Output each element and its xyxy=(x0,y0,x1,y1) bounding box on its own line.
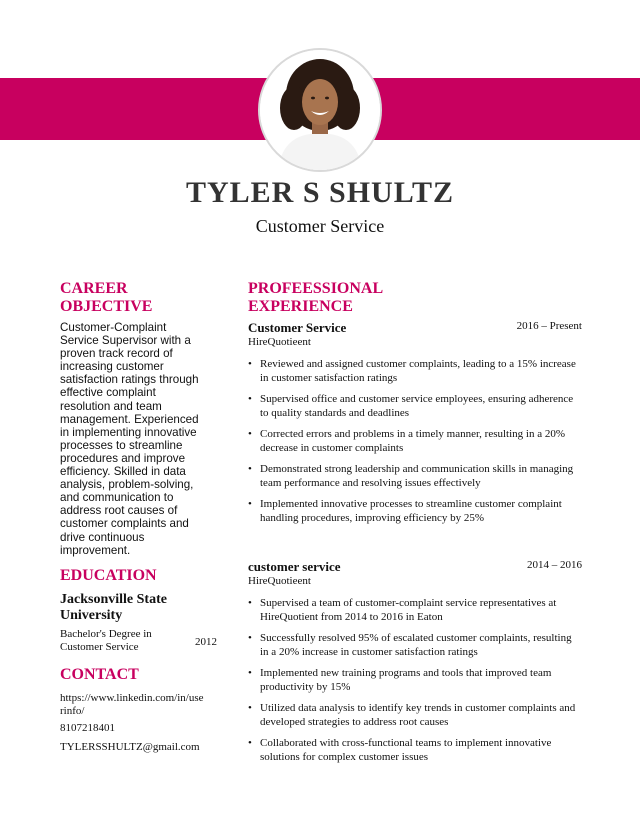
bullet-item: • Collaborated with cross-functional teams to implement innovative solutions for complex customer issues xyxy=(248,736,582,764)
education-year: 2012 xyxy=(195,635,217,648)
bullet-item: • Implemented innovative processes to streamline customer complaint handling procedures, improving efficiency by 25% xyxy=(248,497,582,525)
education-degree-row xyxy=(60,627,217,654)
job-title: Customer Service xyxy=(248,320,347,335)
bullet-item: • Utilized data analysis to identify key trends in customer complaints and developed strategies to address root causes xyxy=(248,701,582,729)
contact-phone: 8107218401 xyxy=(60,721,115,734)
right-column xyxy=(248,280,582,771)
contact-linkedin[interactable]: https://www.linkedin.com/in/userinfo/ xyxy=(60,691,204,717)
career-objective-text: Customer-Complaint Service Supervisor with a proven track record of increasing customer satisfaction ratings through effective complaint resolution and team management. Experienced in implementing innovative processes to streamline procedures and improve efficiency. Skilled in data analysis, problem-solving, and communication to address root causes of customer complaints and drive continuous improvement. xyxy=(60,321,199,557)
experience-heading xyxy=(248,280,582,316)
candidate-name: TYLER S SHULTZ xyxy=(185,176,454,209)
career-objective-heading xyxy=(60,280,205,316)
bullet-item: • Supervised a team of customer-complaint service representatives at HireQuotient from 2014 to 2016 in Eaton xyxy=(248,596,582,624)
job-company: HireQuotieent xyxy=(248,336,311,348)
bullet-item: • Corrected errors and problems in a timely manner, resulting in a 20% decrease in customer complaints xyxy=(248,427,582,455)
bullet-item: • Successfully resolved 95% of escalated customer complaints, resulting in a 20% increase in customer satisfaction ratings xyxy=(248,631,582,659)
education-heading: EDUCATION xyxy=(60,566,157,584)
job-dates: 2016 – Present xyxy=(516,320,582,332)
heading-line: PROFEESSIONAL xyxy=(248,280,384,297)
bullet-item: • Demonstrated strong leadership and communication skills in managing team performance and resolving issues effectively xyxy=(248,462,582,490)
job-company: HireQuotieent xyxy=(248,575,311,587)
profile-photo xyxy=(258,48,382,172)
bullet-item: • Reviewed and assigned customer complaints, leading to a 15% increase in customer satisfaction ratings xyxy=(248,357,582,385)
heading-line: OBJECTIVE xyxy=(60,298,153,315)
contact-list xyxy=(60,692,205,754)
contact-email[interactable]: TYLERSSHULTZ@gmail.com xyxy=(60,740,200,753)
job-bullets xyxy=(248,357,582,525)
job-title: customer service xyxy=(248,559,341,574)
bullet-item: • Supervised office and customer service employees, ensuring adherence to quality standards and deadlines xyxy=(248,392,582,420)
heading-line: CAREER xyxy=(60,280,128,297)
bullet-item: • Implemented new training programs and tools that improved team productivity by 15% xyxy=(248,666,582,694)
left-column xyxy=(60,280,217,760)
candidate-role: Customer Service xyxy=(255,216,385,236)
contact-heading: CONTACT xyxy=(60,665,139,683)
education-degree: Bachelor's Degree in Customer Service xyxy=(60,627,152,653)
heading-line: EXPERIENCE xyxy=(248,298,353,315)
job-entry xyxy=(248,320,582,525)
job-entry xyxy=(248,559,582,764)
education-school: Jacksonville State University xyxy=(60,591,167,623)
job-dates: 2014 – 2016 xyxy=(527,559,582,571)
job-bullets xyxy=(248,596,582,764)
